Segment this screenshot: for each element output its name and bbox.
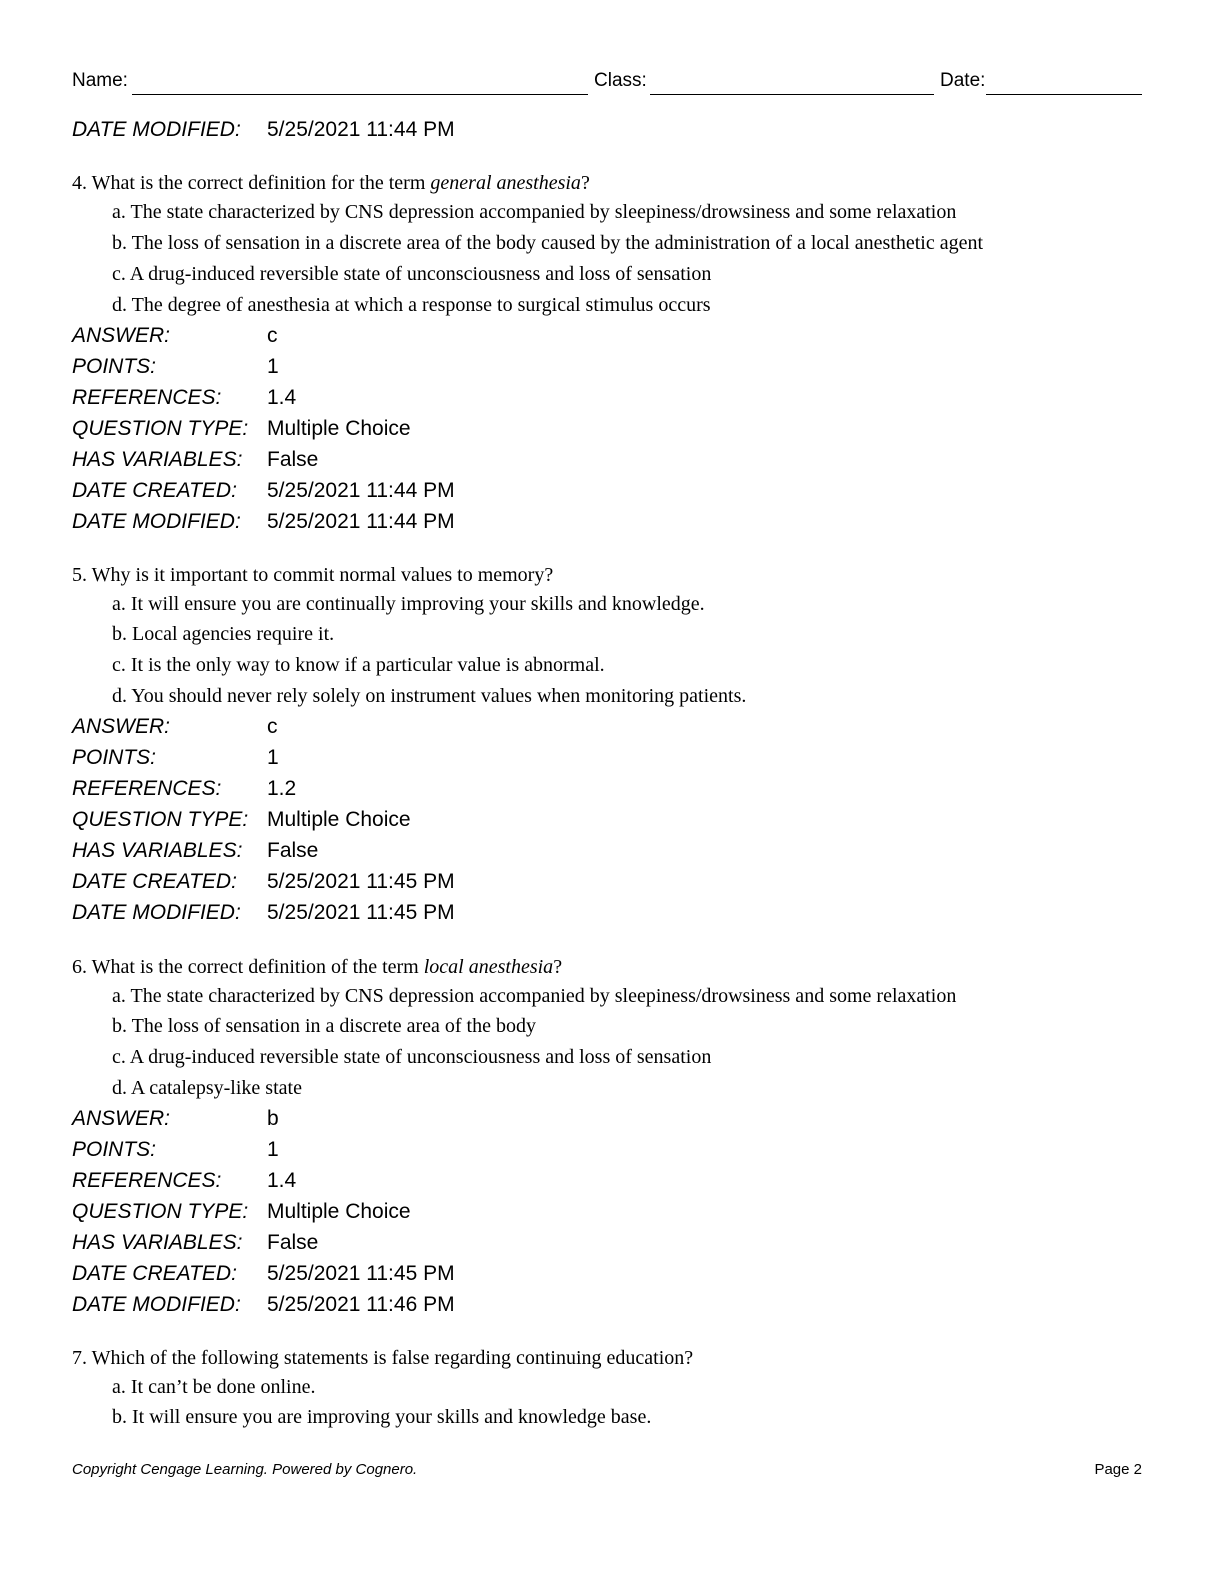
class-field-line[interactable] <box>650 94 934 95</box>
meta-label: DATE CREATED: <box>72 479 237 502</box>
meta-label: QUESTION TYPE: <box>72 1200 249 1223</box>
question-number: 6. <box>72 956 87 978</box>
meta-value: c <box>267 324 278 347</box>
question-term: local anesthesia <box>423 956 554 978</box>
page-header <box>72 70 1142 98</box>
choice-b: b. The loss of sensation in a discrete area of the body <box>112 1015 536 1037</box>
meta-value: 1.4 <box>267 386 297 409</box>
question-number: 7. <box>72 1347 87 1369</box>
date-field-line[interactable] <box>986 94 1142 95</box>
question-term: general anesthesia <box>430 172 581 194</box>
choice-c: c. A drug-induced reversible state of unconsciousness and loss of sensation <box>112 263 712 285</box>
question-punct: ? <box>580 172 590 194</box>
meta-label: DATE MODIFIED: <box>72 510 241 533</box>
question-7-stem <box>72 1345 693 1371</box>
meta-label: POINTS: <box>72 355 157 378</box>
choice-a: a. The state characterized by CNS depression accompanied by sleepiness/drowsiness and some relaxation <box>112 985 957 1007</box>
choice-a: a. It can’t be done online. <box>112 1376 316 1398</box>
meta-value: 1.4 <box>267 1169 297 1192</box>
meta-label: ANSWER: <box>72 324 171 347</box>
meta-label: HAS VARIABLES: <box>72 448 243 471</box>
meta-value: 1 <box>267 746 279 769</box>
name-label: Name: <box>72 70 128 91</box>
choice-a: a. It will ensure you are continually improving your skills and knowledge. <box>112 593 705 615</box>
meta-label: REFERENCES: <box>72 777 222 800</box>
choice-d: d. You should never rely solely on instrument values when monitoring patients. <box>112 685 747 707</box>
meta-value: 1 <box>267 1138 279 1161</box>
meta-label: POINTS: <box>72 746 157 769</box>
question-4-stem <box>72 170 590 196</box>
class-label: Class: <box>594 70 647 91</box>
meta-label: HAS VARIABLES: <box>72 1231 243 1254</box>
footer-copyright: Copyright Cengage Learning. Powered by Cognero. <box>72 1461 418 1478</box>
question-number: 5. <box>72 564 87 586</box>
meta-value: False <box>267 839 319 862</box>
question-text: What is the correct definition for the term <box>91 172 431 194</box>
meta-label: DATE CREATED: <box>72 870 237 893</box>
question-text: Which of the following statements is false regarding continuing education? <box>91 1347 694 1369</box>
meta-label: ANSWER: <box>72 1107 171 1130</box>
choice-c: c. It is the only way to know if a particular value is abnormal. <box>112 654 605 676</box>
meta-value: 5/25/2021 11:45 PM <box>267 1262 455 1285</box>
meta-value: 1.2 <box>267 777 297 800</box>
meta-value: 5/25/2021 11:45 PM <box>267 901 455 924</box>
question-text: What is the correct definition of the term <box>91 956 424 978</box>
choice-b: b. Local agencies require it. <box>112 623 335 645</box>
choice-b: b. It will ensure you are improving your skills and knowledge base. <box>112 1406 652 1428</box>
question-6-stem <box>72 954 562 980</box>
question-text: Why is it important to commit normal values to memory? <box>91 564 554 586</box>
meta-label: ANSWER: <box>72 715 171 738</box>
meta-value: b <box>267 1107 279 1130</box>
choice-a: a. The state characterized by CNS depression accompanied by sleepiness/drowsiness and some relaxation <box>112 201 957 223</box>
meta-value: 5/25/2021 11:46 PM <box>267 1293 455 1316</box>
question-5-stem <box>72 562 553 588</box>
question-number: 4. <box>72 172 87 194</box>
meta-label: REFERENCES: <box>72 386 222 409</box>
meta-value: 5/25/2021 11:45 PM <box>267 870 455 893</box>
meta-label: HAS VARIABLES: <box>72 839 243 862</box>
choice-c: c. A drug-induced reversible state of unconsciousness and loss of sensation <box>112 1046 712 1068</box>
meta-label: DATE MODIFIED: <box>72 901 241 924</box>
meta-value: 1 <box>267 355 279 378</box>
meta-value: Multiple Choice <box>267 808 411 831</box>
meta-value: False <box>267 448 319 471</box>
meta-value: 5/25/2021 11:44 PM <box>267 479 455 502</box>
meta-value: 5/25/2021 11:44 PM <box>267 510 455 533</box>
question-punct: ? <box>553 956 563 978</box>
meta-label: DATE MODIFIED: <box>72 118 241 141</box>
footer-page-number: Page 2 <box>1094 1461 1142 1478</box>
meta-label: DATE MODIFIED: <box>72 1293 241 1316</box>
date-label: Date: <box>940 70 986 91</box>
meta-label: DATE CREATED: <box>72 1262 237 1285</box>
meta-value: c <box>267 715 278 738</box>
choice-b: b. The loss of sensation in a discrete area of the body caused by the administration of a local anesthetic agent <box>112 232 984 254</box>
meta-value: 5/25/2021 11:44 PM <box>267 118 455 141</box>
choice-d: d. A catalepsy-like state <box>112 1077 302 1099</box>
meta-value: Multiple Choice <box>267 417 411 440</box>
meta-value: False <box>267 1231 319 1254</box>
meta-label: QUESTION TYPE: <box>72 417 249 440</box>
choice-d: d. The degree of anesthesia at which a response to surgical stimulus occurs <box>112 294 711 316</box>
meta-label: QUESTION TYPE: <box>72 808 249 831</box>
meta-label: REFERENCES: <box>72 1169 222 1192</box>
meta-value: Multiple Choice <box>267 1200 411 1223</box>
name-field-line[interactable] <box>132 94 588 95</box>
meta-label: POINTS: <box>72 1138 157 1161</box>
